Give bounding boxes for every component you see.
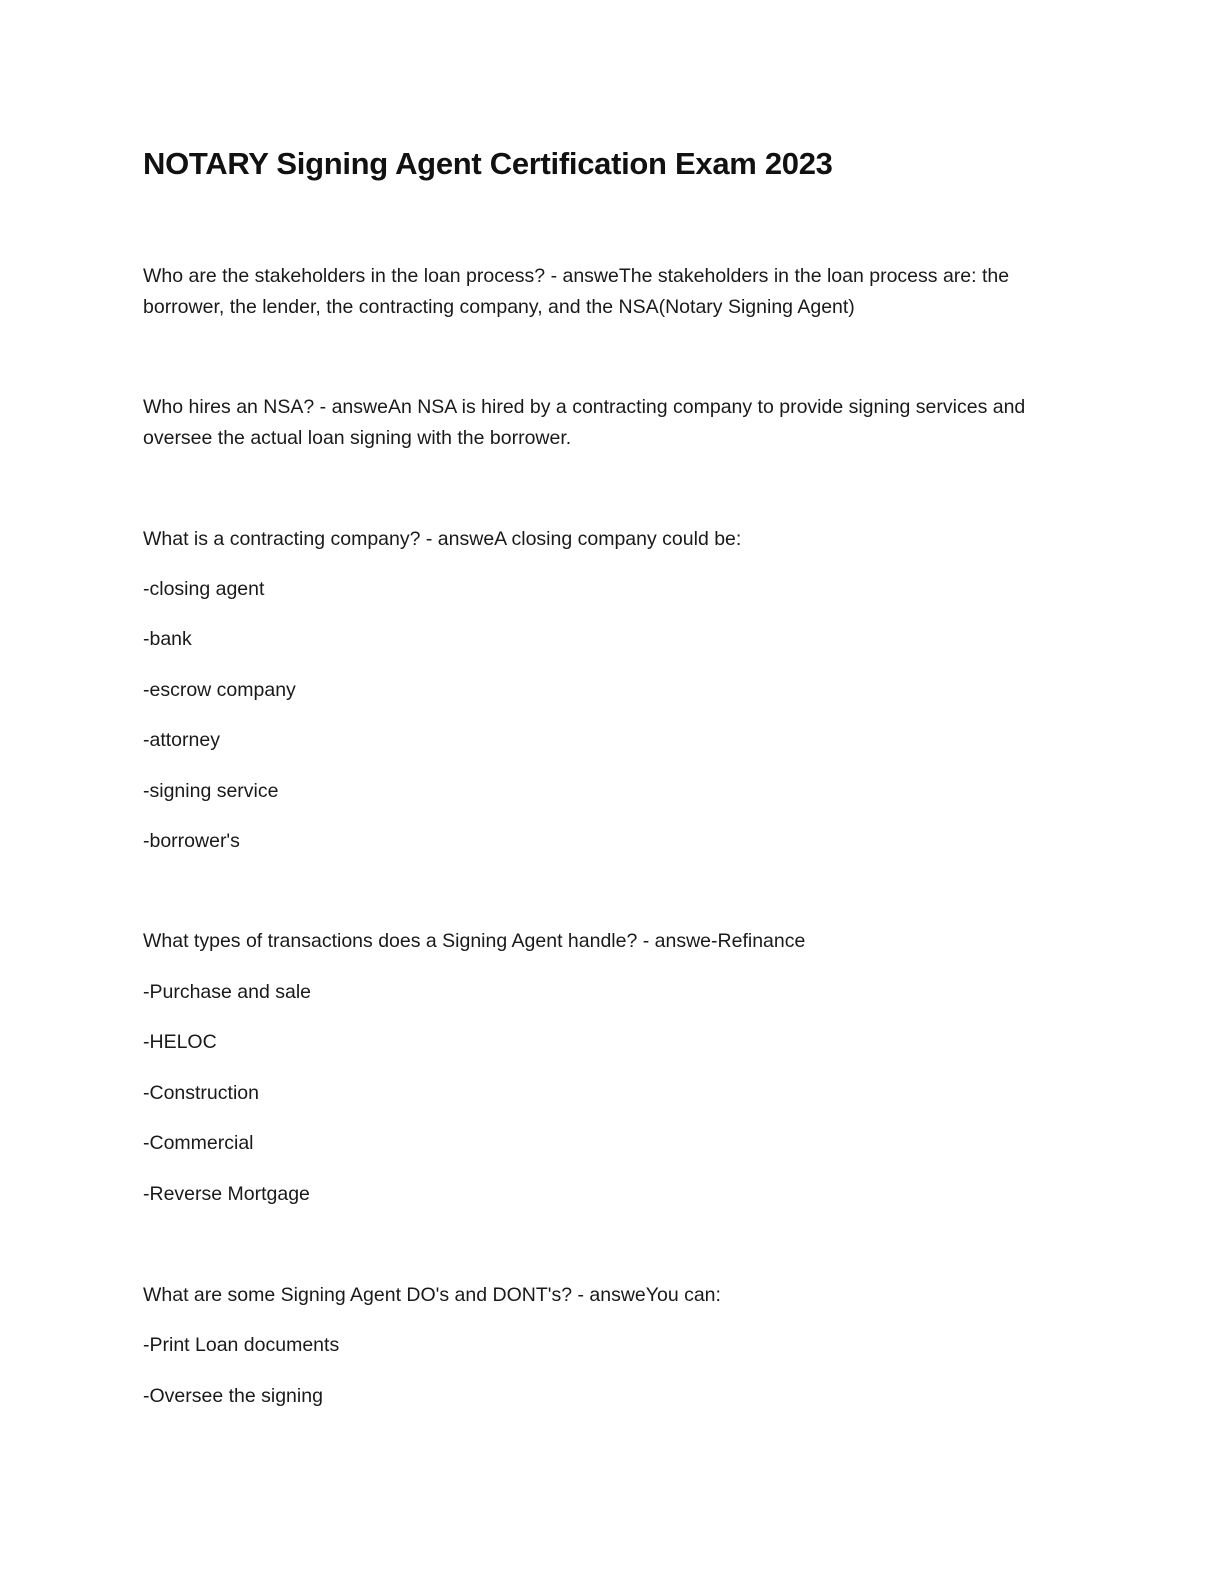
list-item: -Reverse Mortgage xyxy=(143,1183,310,1205)
list-item: -bank xyxy=(143,628,192,650)
list-item: -escrow company xyxy=(143,679,296,701)
question-stakeholders-line-2: borrower, the lender, the contracting company, and the NSA(Notary Signing Agent) xyxy=(143,296,855,318)
list-item: -Oversee the signing xyxy=(143,1385,323,1407)
document-title: NOTARY Signing Agent Certification Exam 2023 xyxy=(143,146,833,181)
question-nsa-hire-line-2: oversee the actual loan signing with the borrower. xyxy=(143,427,572,449)
list-item: -borrower's xyxy=(143,830,240,852)
question-stakeholders-line-1: Who are the stakeholders in the loan process? - answeThe stakeholders in the loan process are: the xyxy=(143,265,1010,287)
list-item: -HELOC xyxy=(143,1031,217,1053)
list-item: -Construction xyxy=(143,1082,259,1104)
list-item: -Purchase and sale xyxy=(143,981,312,1003)
list-item: -signing service xyxy=(143,780,279,802)
list-item: -attorney xyxy=(143,729,220,751)
question-transaction-types: What types of transactions does a Signing Agent handle? - answe-Refinance xyxy=(143,930,806,952)
question-dos-and-donts: What are some Signing Agent DO's and DONT's? - answeYou can: xyxy=(143,1284,721,1306)
question-contracting-company: What is a contracting company? - answeA closing company could be: xyxy=(143,528,742,550)
list-item: -Print Loan documents xyxy=(143,1334,340,1356)
list-item: -Commercial xyxy=(143,1132,254,1154)
list-item: -closing agent xyxy=(143,578,265,600)
question-nsa-hire-line-1: Who hires an NSA? - answeAn NSA is hired by a contracting company to provide signing services and xyxy=(143,396,1026,418)
